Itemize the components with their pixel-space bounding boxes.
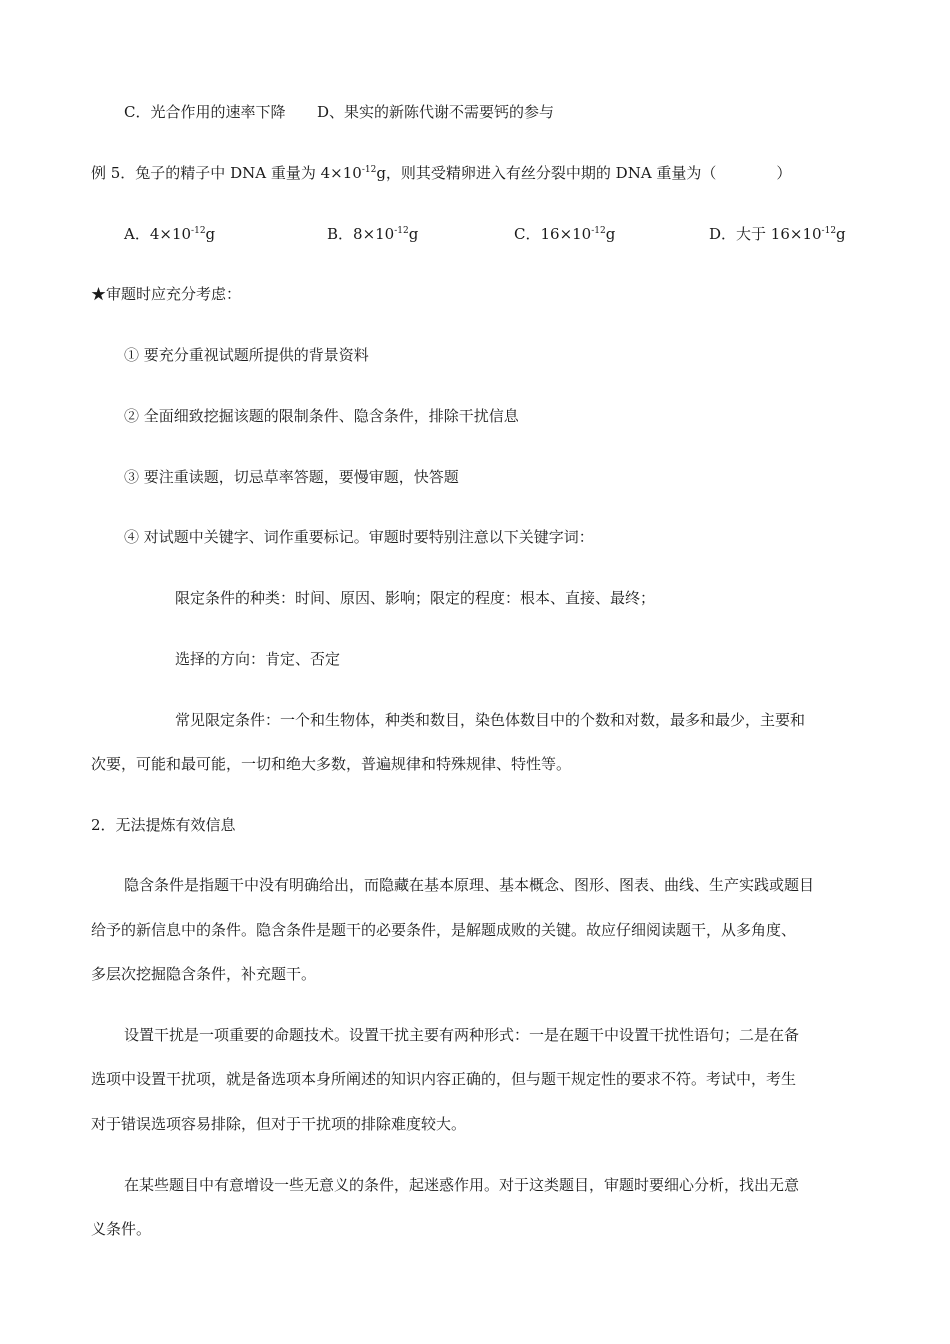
example5-option-b (327, 224, 418, 244)
paragraph-3-line-1: 在某些题目中有意增设一些无意义的条件，起迷惑作用。对于这类题目，审题时要细心分析，找出无意 (124, 1176, 800, 1194)
tips-heading: ★审题时应充分考虑： (91, 285, 242, 303)
common-conditions-line-1: 常见限定条件：一个和生物体，种类和数目，染色体数目中的个数和对数，最多和最少，主要和 (175, 711, 806, 729)
example5-option-c (514, 224, 615, 244)
example5-question (91, 163, 791, 183)
paragraph-2-line-1: 设置干扰是一项重要的命题技术。设置干扰主要有两种形式：一是在题干中设置干扰性语句；二是在备 (124, 1026, 800, 1044)
option-b-post: g (408, 225, 419, 243)
example5-exponent: -12 (361, 165, 377, 175)
tip-item-1: ① 要充分重视试题所提供的背景资料 (124, 346, 369, 364)
tip-item-4: ④ 对试题中关键字、词作重要标记。审题时要特别注意以下关键字词： (124, 528, 594, 546)
paragraph-1-line-3: 多层次挖掘隐含条件，补充题干。 (91, 965, 317, 983)
paragraph-3-line-2: 义条件。 (91, 1220, 152, 1238)
option-b-pre: B．8×10 (327, 225, 395, 243)
paragraph-1-line-2: 给予的新信息中的条件。隐含条件是题干的必要条件，是解题成败的关键。故应仔细阅读题干，从多角度、 (91, 921, 797, 939)
section2-heading: 2．无法提炼有效信息 (91, 816, 236, 834)
paragraph-2-line-2: 选项中设置干扰项，就是备选项本身所阐述的知识内容正确的，但与题干规定性的要求不符。考试中，考生 (91, 1070, 797, 1088)
option-d-post: g (836, 225, 846, 243)
option-a-pre: A．4×10 (124, 225, 192, 243)
example5-suffix: g，则其受精卵进入有丝分裂中期的 DNA 重量为（ ） (376, 164, 792, 182)
option-c-post: g (605, 225, 616, 243)
example5-option-a (124, 224, 215, 244)
paragraph-1-line-1: 隐含条件是指题干中没有明确给出，而隐藏在基本原理、基本概念、图形、图表、曲线、生产实践或题目 (124, 876, 815, 894)
option-a-exp: -12 (191, 226, 206, 236)
option-c-pre: C．16×10 (514, 225, 592, 243)
common-conditions-line-2: 次要，可能和最可能，一切和绝大多数，普遍规律和特殊规律、特性等。 (91, 755, 572, 773)
option-a-post: g (205, 225, 216, 243)
tip-sub-2: 选择的方向：肯定、否定 (175, 650, 341, 668)
option-d: D、果实的新陈代谢不需要钙的参与 (317, 103, 555, 121)
tip-sub-1: 限定条件的种类：时间、原因、影响；限定的程度：根本、直接、最终； (175, 589, 656, 607)
example5-prefix: 例 5．兔子的精子中 DNA 重量为 4×10 (91, 164, 362, 182)
option-b-exp: -12 (394, 226, 409, 236)
paragraph-2-line-3: 对于错误选项容易排除，但对于干扰项的排除难度较大。 (91, 1115, 467, 1133)
option-c-exp: -12 (591, 226, 606, 236)
option-d-exp: -12 (821, 226, 837, 236)
tip-item-2: ② 全面细致挖掘该题的限制条件、隐含条件，排除干扰信息 (124, 407, 519, 425)
option-d-pre: D．大于 16×10 (709, 225, 822, 243)
example5-option-d (709, 224, 846, 244)
option-c: C．光合作用的速率下降 (124, 103, 286, 121)
tip-item-3: ③ 要注重读题，切忌草率答题，要慢审题，快答题 (124, 468, 459, 486)
